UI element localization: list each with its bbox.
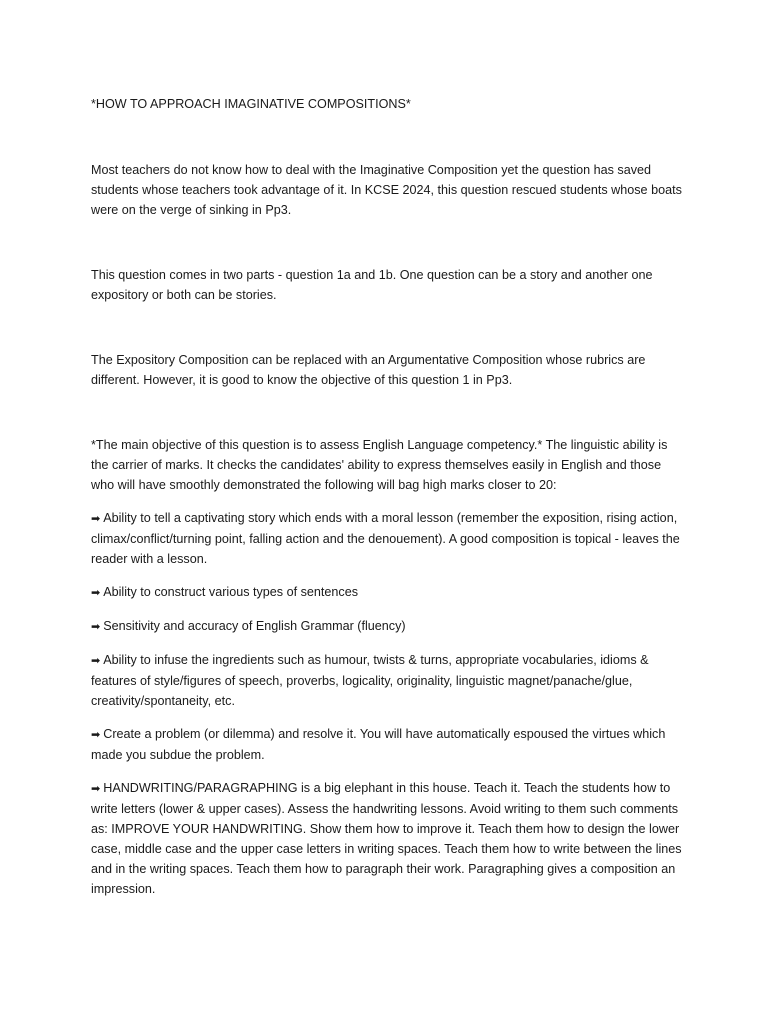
bullet-item (91, 582, 683, 603)
paragraph-expository: The Expository Composition can be replaced with an Argumentative Composition whose rubrics are different. However, it is good to know the objective of this question 1 in Pp3. (91, 353, 646, 387)
bullet-text: Ability to tell a captivating story which ends with a moral lesson (remember the exposition, rising action, climax/conflict/turning point, falling action and the denouement). A good composition is topical - leaves the reader with a lesson. (91, 511, 680, 566)
bullet-item (91, 650, 683, 711)
bullet-text: Sensitivity and accuracy of English Grammar (fluency) (103, 619, 406, 633)
bullet-text: Ability to construct various types of sentences (103, 585, 359, 599)
arrow-icon: ➡ (91, 728, 101, 741)
arrow-icon: ➡ (91, 586, 101, 599)
bullet-text: Create a problem (or dilemma) and resolve it. You will have automatically espoused the virtues which made you subdue the problem. (91, 727, 666, 762)
arrow-icon: ➡ (91, 620, 101, 633)
document-title: *HOW TO APPROACH IMAGINATIVE COMPOSITIONS* (91, 97, 411, 111)
arrow-icon: ➡ (91, 782, 101, 795)
bullet-item (91, 508, 683, 569)
bullet-item (91, 724, 683, 765)
bullet-item (91, 778, 683, 899)
paragraph-two-parts: This question comes in two parts - question 1a and 1b. One question can be a story and another one expository or both can be stories. (91, 268, 653, 302)
document-body (91, 94, 683, 899)
bullet-text: Ability to infuse the ingredients such as humour, twists & turns, appropriate vocabularies, idioms & features of style/figures of speech, proverbs, logicality, originality, linguistic magnet/panache/glue, creativity/spontaneity, etc. (91, 653, 649, 708)
arrow-icon: ➡ (91, 654, 101, 667)
paragraph-intro: Most teachers do not know how to deal with the Imaginative Composition yet the question has saved students whose teachers took advantage of it. In KCSE 2024, this question rescued students whose boats were on the verge of sinking in Pp3. (91, 163, 682, 217)
bullet-item (91, 616, 683, 637)
paragraph-objective: *The main objective of this question is to assess English Language competency.* The linguistic ability is the carrier of marks. It checks the candidates' ability to express themselves easily in English and those who will have smoothly demonstrated the following will bag high marks closer to 20: (91, 438, 668, 492)
arrow-icon: ➡ (91, 512, 101, 525)
bullet-text: HANDWRITING/PARAGRAPHING is a big elephant in this house. Teach it. Teach the students how to write letters (lower & upper cases). Assess the handwriting lessons. Avoid writing to them such comments as: IMPROVE YOUR HANDWRITING. Show them how to improve it. Teach them how to design the lower case, middle case and the upper case letters in writing spaces. Teach them how to write between the lines and in the writing spaces. Teach them how to paragraph their work. Paragraphing gives a composition an impression. (91, 781, 682, 896)
